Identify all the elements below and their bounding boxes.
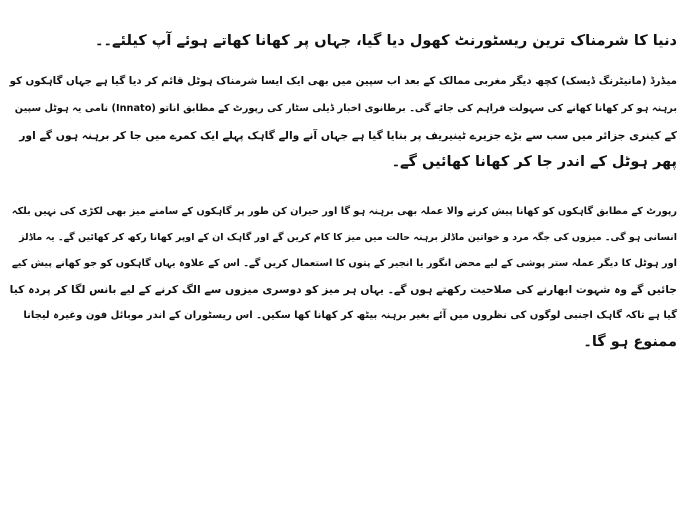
paragraph-line: انسانی ہو گی۔ میزوں کی جگہ مرد و خواتین ماڈلز برہنہ حالت میں میز کا کام کریں گے اور گاہک ان کے اوپر کھانا رکھ کر کھائیں گے۔ یہ ماڈلز bbox=[19, 232, 677, 243]
paragraph-line: کے کینری جزائر میں سب سے بڑے جزیرے ٹینیریف پر بنایا گیا ہے جہاں آنے والے گاہک پہلے ایک کمرے میں جا کر برہنہ ہوں گے اور bbox=[19, 129, 677, 142]
paragraph-line: گیا ہے تاکہ گاہک اجنبی لوگوں کی نظروں میں آئے بغیر برہنہ بیٹھ کر کھانا کھا سکیں۔ اس ریسٹوران کے اندر موبائل فون وغیرہ لیجانا bbox=[23, 310, 677, 321]
paragraph-line: میڈرڈ (مانیٹرنگ ڈیسک) کچھ دیگر مغربی ممالک کے بعد اب سپین میں بھی ایک ایسا شرمناک ہوٹل قائم کر دیا گیا ہے جہاں گاہکوں کو bbox=[9, 75, 677, 87]
paragraph-1 bbox=[10, 68, 677, 176]
article-title: دنیا کا شرمناک ترین ریسٹورنٹ کھول دیا گیا، جہاں پر کھانا کھاتے ہوئے آپ کیلئے۔۔ bbox=[95, 33, 677, 49]
paragraph-line: رپورٹ کے مطابق گاہکوں کو کھانا پیش کرنے والا عملہ بھی برہنہ ہو گا اور حیران کن طور پر گاہکوں کے سامنے میز بھی لکڑی کی نہیں بلکہ bbox=[11, 206, 677, 217]
paragraph-line: جائیں گے وہ شہوت ابھارنے کی صلاحیت رکھتے ہوں گے۔ یہاں ہر میز کو دوسری میزوں سے الگ کرنے کے لیے بانس لگا کر پردہ کیا bbox=[9, 283, 677, 296]
paragraph-line: اور ہوٹل کا دیگر عملہ ستر پوشی کے لیے محض انگور یا انجیر کے پتوں کا استعمال کریں گے۔ اس کے علاوہ یہاں گاہکوں کو جو کھانے پیش کیے bbox=[11, 258, 677, 269]
paragraph-2 bbox=[10, 199, 677, 355]
paragraph-line: ممنوع ہو گا۔ bbox=[583, 334, 677, 350]
paragraph-line: برہنہ ہو کر کھانا کھانے کی سہولت فراہم کی جائے گی۔ برطانوی اخبار ڈیلی سٹار کی رپورٹ کے مطابق اناتو (Innato) نامی یہ ہوٹل سپین bbox=[14, 103, 677, 114]
paragraph-line: پھر ہوٹل کے اندر جا کر کھانا کھائیں گے۔ bbox=[391, 154, 677, 170]
